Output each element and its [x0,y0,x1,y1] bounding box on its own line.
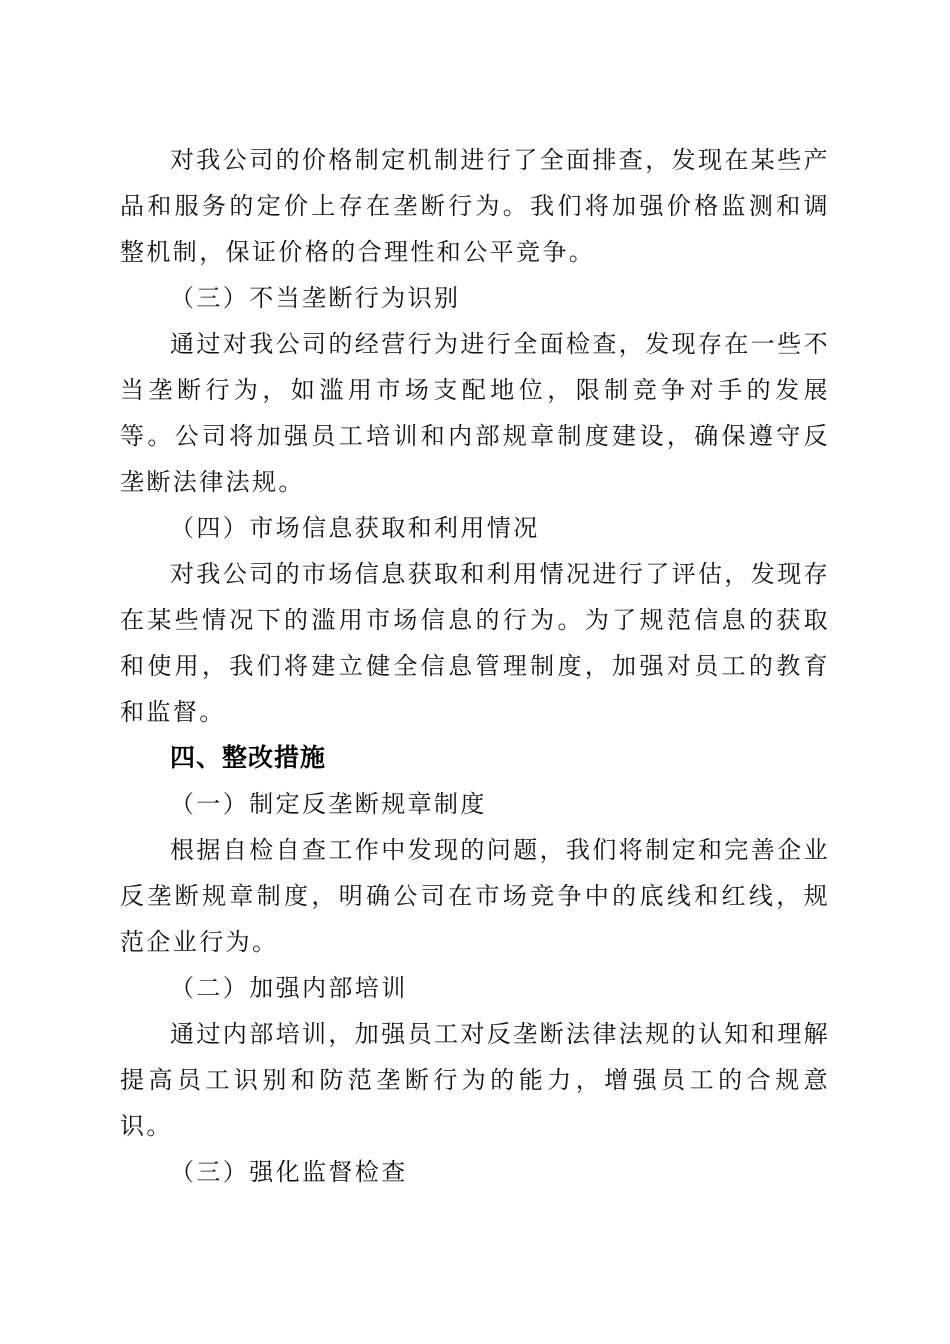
subheading-improper-monopoly: （三）不当垄断行为识别 [170,284,461,312]
paragraph-improper-monopoly: 通过对我公司的经营行为进行全面检查，发现存在一些不当垄断行为，如滥用市场支配地位，限制竞争对手的发展等。公司将加强员工培训和内部规章制度建设，确保遵守反垄断法律法规。 [120,330,830,496]
subheading-supervision: （三）强化监督检查 [170,1158,408,1186]
paragraph-pricing-review: 对我公司的价格制定机制进行了全面排查，发现在某些产品和服务的定价上存在垄断行为。我们将加强价格监测和调整机制，保证价格的合理性和公平竞争。 [120,146,830,266]
document-body [120,137,830,1195]
subheading-regulations: （一）制定反垄断规章制度 [170,790,487,818]
paragraph-market-information: 对我公司的市场信息获取和利用情况进行了评估，发现存在某些情况下的滥用市场信息的行为。为了规范信息的获取和使用，我们将建立健全信息管理制度，加强对员工的教育和监督。 [120,560,830,726]
paragraph-training: 通过内部培训，加强员工对反垄断法律法规的认知和理解提高员工识别和防范垄断行为的能力，增强员工的合规意识。 [120,1020,830,1140]
section-heading-rectification: 四、整改措施 [170,743,327,772]
paragraph-regulations: 根据自检自查工作中发现的问题，我们将制定和完善企业反垄断规章制度，明确公司在市场竞争中的底线和红线，规范企业行为。 [120,836,830,956]
subheading-training: （二）加强内部培训 [170,974,408,1002]
subheading-market-information: （四）市场信息获取和利用情况 [170,514,540,542]
